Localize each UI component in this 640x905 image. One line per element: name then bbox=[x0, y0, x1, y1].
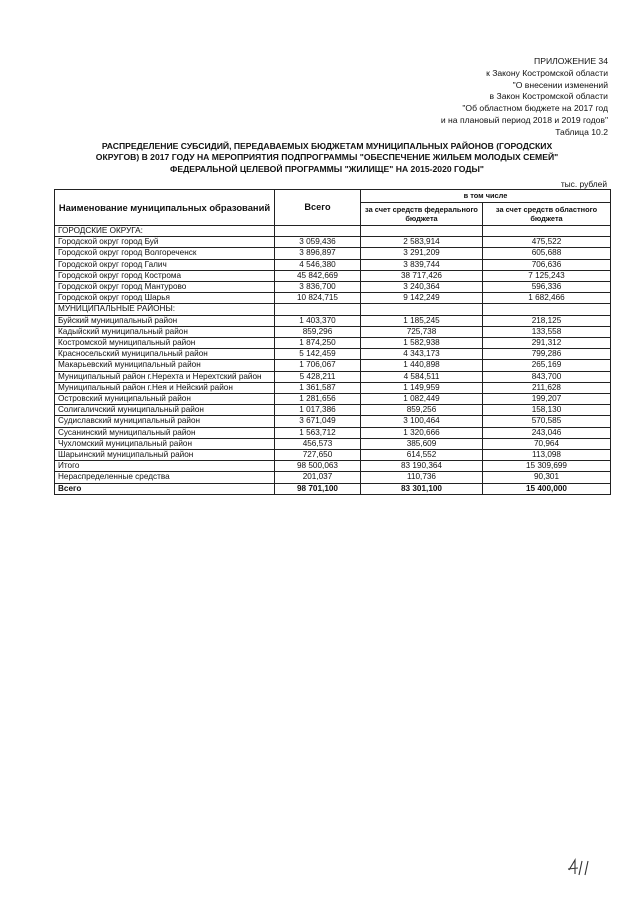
table-row bbox=[55, 326, 611, 337]
cell-federal: 9 142,249 bbox=[361, 293, 483, 304]
table-row bbox=[55, 394, 611, 405]
header-name: Наименование муниципальных образований bbox=[55, 190, 275, 226]
table-row bbox=[55, 416, 611, 427]
section-row bbox=[55, 226, 611, 237]
cell-regional: 7 125,243 bbox=[483, 270, 611, 281]
header-total: Всего bbox=[275, 190, 361, 226]
cell-federal: 1 185,245 bbox=[361, 315, 483, 326]
table-row bbox=[55, 338, 611, 349]
cell-regional: 133,558 bbox=[483, 326, 611, 337]
cell-total: 1 361,587 bbox=[275, 382, 361, 393]
cell-name: Чухломский муниципальный район bbox=[55, 438, 275, 449]
table-row bbox=[55, 248, 611, 259]
cell-name: Городской округ город Шарья bbox=[55, 293, 275, 304]
cell-total: 1 017,386 bbox=[275, 405, 361, 416]
cell-name: Городской округ город Волгореченск bbox=[55, 248, 275, 259]
cell-regional: 218,125 bbox=[483, 315, 611, 326]
table-row bbox=[55, 371, 611, 382]
cell-total: 98 701,100 bbox=[275, 483, 361, 494]
cell-federal: 4 343,173 bbox=[361, 349, 483, 360]
cell-total: 4 546,380 bbox=[275, 259, 361, 270]
cell-name: Судиславский муниципальный район bbox=[55, 416, 275, 427]
cell-total: 98 500,063 bbox=[275, 461, 361, 472]
appendix-line: в Закон Костромской области bbox=[489, 91, 608, 102]
appendix-line: ПРИЛОЖЕНИЕ 34 bbox=[534, 56, 608, 66]
appendix-line: "Об областном бюджете на 2017 год bbox=[462, 103, 608, 114]
cell-regional: 243,046 bbox=[483, 427, 611, 438]
cell-federal: 614,552 bbox=[361, 450, 483, 461]
cell-regional: 265,169 bbox=[483, 360, 611, 371]
cell-total: 1 281,656 bbox=[275, 394, 361, 405]
title-line: ОКРУГОВ) В 2017 ГОДУ НА МЕРОПРИЯТИЯ ПОДПРОГРАММЫ "ОБЕСПЕЧЕНИЕ ЖИЛЬЕМ МОЛОДЫХ СЕМЕЙ" bbox=[95, 152, 559, 163]
cell-name: Городской округ город Мантурово bbox=[55, 282, 275, 293]
table-body bbox=[55, 226, 611, 495]
cell-regional bbox=[483, 226, 611, 237]
cell-name: Городской округ город Буй bbox=[55, 237, 275, 248]
cell-regional: 70,964 bbox=[483, 438, 611, 449]
cell-regional: 570,585 bbox=[483, 416, 611, 427]
cell-name: Красносельский муниципальный район bbox=[55, 349, 275, 360]
table-row bbox=[55, 259, 611, 270]
cell-regional: 1 682,466 bbox=[483, 293, 611, 304]
table-row bbox=[55, 405, 611, 416]
table-row bbox=[55, 472, 611, 483]
cell-regional: 211,628 bbox=[483, 382, 611, 393]
table-number: Таблица 10.2 bbox=[555, 126, 608, 137]
cell-total: 1 563,712 bbox=[275, 427, 361, 438]
cell-federal: 3 291,209 bbox=[361, 248, 483, 259]
cell-regional: 158,130 bbox=[483, 405, 611, 416]
appendix-line: и на плановый период 2018 и 2019 годов" bbox=[440, 114, 608, 125]
cell-federal: 38 717,426 bbox=[361, 270, 483, 281]
cell-name: Костромской муниципальный район bbox=[55, 338, 275, 349]
cell-federal: 859,256 bbox=[361, 405, 483, 416]
cell-regional: 706,636 bbox=[483, 259, 611, 270]
table-row bbox=[55, 360, 611, 371]
cell-total: 456,573 bbox=[275, 438, 361, 449]
cell-name: Сусанинский муниципальный район bbox=[55, 427, 275, 438]
cell-total: 1 874,250 bbox=[275, 338, 361, 349]
cell-regional bbox=[483, 304, 611, 315]
header-federal: за счет средств федерального бюджета bbox=[361, 203, 483, 226]
cell-federal: 3 240,364 bbox=[361, 282, 483, 293]
document-title bbox=[60, 141, 594, 175]
cell-total: 5 142,459 bbox=[275, 349, 361, 360]
grand-total-row bbox=[55, 483, 611, 494]
cell-federal: 110,736 bbox=[361, 472, 483, 483]
cell-name: Всего bbox=[55, 483, 275, 494]
cell-name: Городской округ город Кострома bbox=[55, 270, 275, 281]
cell-federal: 1 149,959 bbox=[361, 382, 483, 393]
cell-regional: 605,688 bbox=[483, 248, 611, 259]
title-line: ФЕДЕРАЛЬНОЙ ЦЕЛЕВОЙ ПРОГРАММЫ "ЖИЛИЩЕ" НА 2015-2020 ГОДЫ" bbox=[170, 163, 484, 174]
cell-total: 1 706,067 bbox=[275, 360, 361, 371]
cell-federal: 1 320,666 bbox=[361, 427, 483, 438]
table-row bbox=[55, 349, 611, 360]
cell-regional: 799,286 bbox=[483, 349, 611, 360]
cell-federal: 385,609 bbox=[361, 438, 483, 449]
header-including: в том числе bbox=[361, 190, 611, 203]
header-regional: за счет средств областного бюджета bbox=[483, 203, 611, 226]
table-row bbox=[55, 282, 611, 293]
section-row bbox=[55, 304, 611, 315]
appendix-line: к Закону Костромской области bbox=[486, 67, 608, 78]
cell-federal: 1 082,449 bbox=[361, 394, 483, 405]
cell-name: Буйский муниципальный район bbox=[55, 315, 275, 326]
cell-total: 3 896,897 bbox=[275, 248, 361, 259]
cell-name: Итого bbox=[55, 461, 275, 472]
table-row bbox=[55, 293, 611, 304]
title-line: РАСПРЕДЕЛЕНИЕ СУБСИДИЙ, ПЕРЕДАВАЕМЫХ БЮДЖЕТАМ МУНИЦИПАЛЬНЫХ РАЙОНОВ (ГОРОДСКИХ bbox=[101, 141, 553, 151]
cell-total bbox=[275, 304, 361, 315]
cell-name: Островский муниципальный район bbox=[55, 394, 275, 405]
cell-total: 5 428,211 bbox=[275, 371, 361, 382]
cell-total: 10 824,715 bbox=[275, 293, 361, 304]
cell-federal: 1 440,898 bbox=[361, 360, 483, 371]
table-row bbox=[55, 450, 611, 461]
table-row bbox=[55, 270, 611, 281]
table-row bbox=[55, 427, 611, 438]
cell-federal: 4 584,511 bbox=[361, 371, 483, 382]
cell-federal: 1 582,938 bbox=[361, 338, 483, 349]
table-row bbox=[55, 315, 611, 326]
cell-regional: 15 309,699 bbox=[483, 461, 611, 472]
table-row bbox=[55, 382, 611, 393]
cell-regional: 596,336 bbox=[483, 282, 611, 293]
table-row bbox=[55, 438, 611, 449]
cell-name: ГОРОДСКИЕ ОКРУГА: bbox=[55, 226, 275, 237]
cell-regional: 843,700 bbox=[483, 371, 611, 382]
cell-regional: 15 400,000 bbox=[483, 483, 611, 494]
cell-federal bbox=[361, 304, 483, 315]
cell-federal: 2 583,914 bbox=[361, 237, 483, 248]
cell-name: Макарьевский муниципальный район bbox=[55, 360, 275, 371]
cell-regional: 199,207 bbox=[483, 394, 611, 405]
cell-name: Муниципальный район г.Нея и Нейский район bbox=[55, 382, 275, 393]
cell-federal: 725,738 bbox=[361, 326, 483, 337]
cell-regional: 291,312 bbox=[483, 338, 611, 349]
cell-regional: 475,522 bbox=[483, 237, 611, 248]
units-label: тыс. рублей bbox=[560, 179, 607, 189]
handwritten-page-mark bbox=[566, 856, 598, 878]
cell-federal bbox=[361, 226, 483, 237]
cell-name: Городской округ город Галич bbox=[55, 259, 275, 270]
cell-federal: 3 100,464 bbox=[361, 416, 483, 427]
cell-total: 3 059,436 bbox=[275, 237, 361, 248]
appendix-line: "О внесении изменений bbox=[512, 79, 608, 90]
cell-total: 727,650 bbox=[275, 450, 361, 461]
cell-federal: 83 190,364 bbox=[361, 461, 483, 472]
cell-total: 859,296 bbox=[275, 326, 361, 337]
cell-total: 3 836,700 bbox=[275, 282, 361, 293]
cell-name: Кадыйский муниципальный район bbox=[55, 326, 275, 337]
table-row bbox=[55, 461, 611, 472]
cell-name: Шарьинский муниципальный район bbox=[55, 450, 275, 461]
cell-total: 201,037 bbox=[275, 472, 361, 483]
appendix-header bbox=[348, 56, 608, 139]
cell-name: Нераспределенные средства bbox=[55, 472, 275, 483]
cell-regional: 113,098 bbox=[483, 450, 611, 461]
cell-name: МУНИЦИПАЛЬНЫЕ РАЙОНЫ: bbox=[55, 304, 275, 315]
cell-name: Солигаличский муниципальный район bbox=[55, 405, 275, 416]
cell-federal: 3 839,744 bbox=[361, 259, 483, 270]
cell-total bbox=[275, 226, 361, 237]
subsidy-table bbox=[54, 189, 611, 495]
cell-name: Муниципальный район г.Нерехта и Нерехтский район bbox=[55, 371, 275, 382]
cell-regional: 90,301 bbox=[483, 472, 611, 483]
table-row bbox=[55, 237, 611, 248]
cell-total: 1 403,370 bbox=[275, 315, 361, 326]
cell-total: 45 842,669 bbox=[275, 270, 361, 281]
cell-federal: 83 301,100 bbox=[361, 483, 483, 494]
cell-total: 3 671,049 bbox=[275, 416, 361, 427]
